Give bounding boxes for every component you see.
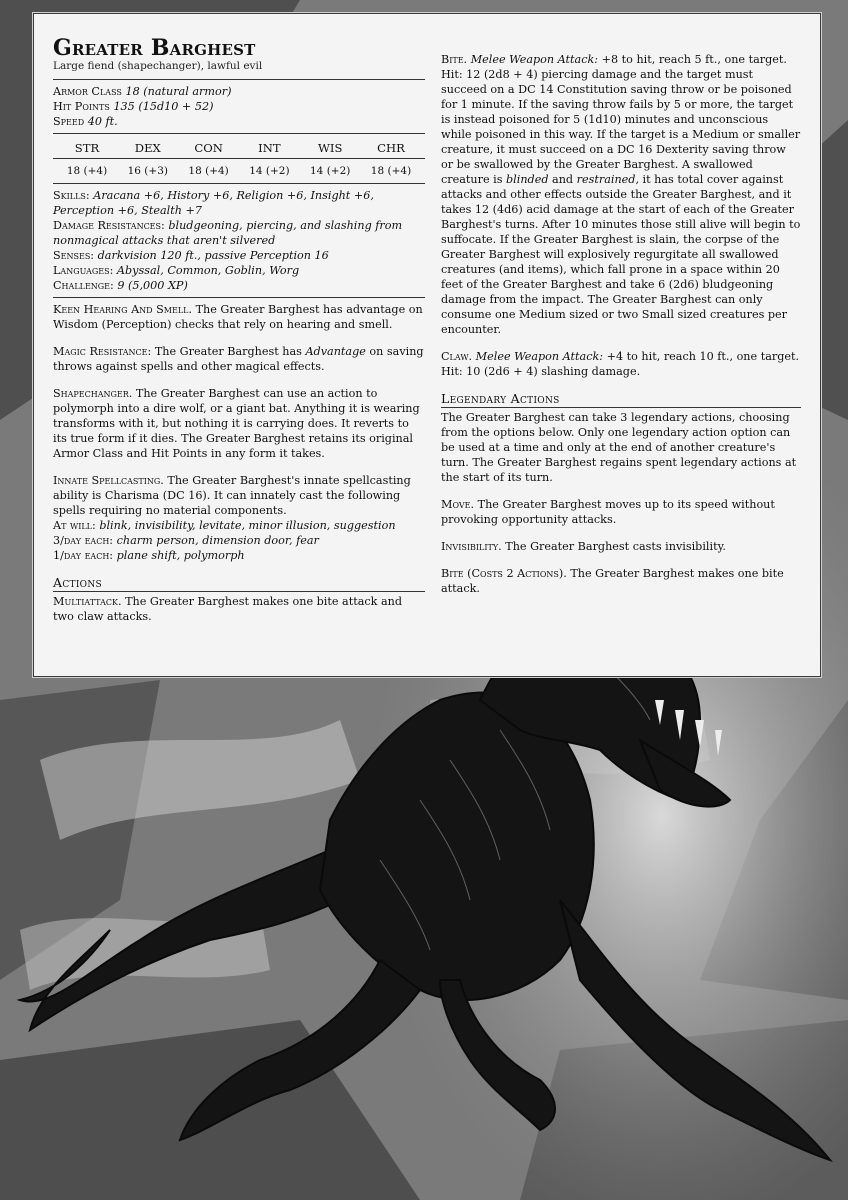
action-text: The Greater Barghest makes one bite attack and two claw attacks.	[53, 595, 403, 623]
stat-block-right-column	[441, 52, 801, 608]
ability-value: 18 (+4)	[66, 165, 108, 177]
ability-value: 16 (+3)	[127, 165, 168, 177]
speed-value: 40 ft.	[87, 115, 118, 128]
trait-text: on saving throws against spells and other magical effects.	[53, 345, 424, 373]
senses	[53, 248, 425, 263]
trait-name: Shapechanger.	[53, 387, 133, 400]
hit-points-label: Hit Points	[53, 100, 110, 113]
condition-blinded: blinded	[506, 173, 549, 186]
skills-value: Aracana +6, History +6, Religion +6, Insight +6, Perception +6, Stealth +7	[53, 189, 374, 217]
monster-meta: Large fiend (shapechanger), lawful evil	[53, 60, 263, 72]
legendary-action-name: Move.	[441, 498, 475, 511]
divider	[53, 158, 425, 159]
spell-3-day	[53, 533, 425, 548]
action-text: +4 to hit, reach 10 ft., one target. Hit: 10 (2d6 + 4) slashing damage.	[441, 350, 800, 378]
legendary-action-text: The Greater Barghest moves up to its speed without provoking opportunity attacks.	[441, 498, 775, 526]
action-name: Multiattack.	[53, 595, 122, 608]
ability-value: 18 (+4)	[188, 165, 229, 177]
action-text: and	[548, 173, 577, 186]
spell-at-will	[53, 518, 425, 533]
trait-emphasis: Advantage	[305, 345, 366, 358]
languages-value: Abyssal, Common, Goblin, Worg	[116, 264, 300, 277]
divider	[53, 591, 425, 592]
action-claw	[441, 349, 801, 379]
damage-resistances-value: bludgeoning, piercing, and slashing from nonmagical attacks that aren't silvered	[53, 219, 403, 247]
armor-class	[53, 84, 425, 99]
legendary-intro: The Greater Barghest can take 3 legendary actions, choosing from the options below. Only one legendary action option can be used at a time and only at the end of another creature's turn. The Greater Barghest regains spent legendary actions at the start of its turn.	[441, 411, 797, 484]
trait-text: The Greater Barghest can use an action to polymorph into a dire wolf, or a giant bat. Anything it is wearing transforms with it, but nothing it is carrying does. It reverts to its true form if it dies. The Greater Barghest retains its original Armor Class and Hit Points in any form it takes.	[53, 387, 420, 460]
trait-name: Innate Spellcasting.	[53, 474, 164, 487]
ability-names	[53, 138, 425, 156]
spell-list: blink, invisibility, levitate, minor illusion, suggestion	[99, 519, 396, 532]
legendary-action-text: The Greater Barghest makes one bite attack.	[441, 567, 784, 595]
challenge-label: Challenge:	[53, 279, 114, 292]
hit-points	[53, 99, 425, 114]
challenge	[53, 278, 425, 293]
trait-text: The Greater Barghest has	[151, 345, 306, 358]
speed	[53, 114, 425, 129]
action-text: +8 to hit, reach 5 ft., one target. Hit: 12 (2d8 + 4) piercing damage and the target must succeed on a DC 14 Constitution saving throw or be poisoned for 1 minute. If the saving throw fails by 5 or more, the target is instead poisoned for 5 (1d10) minutes and unconscious while poisoned in this way. If the target is a Medium or smaller creature, it must succeed on a DC 16 Dexterity saving throw or be swallowed by the Greater Barghest. A swallowed creature is	[441, 53, 801, 186]
divider	[53, 297, 425, 298]
attack-type: Melee Weapon Attack:	[470, 53, 599, 66]
action-name: Bite.	[441, 53, 468, 66]
senses-value: darkvision 120 ft., passive Perception 16	[97, 249, 329, 262]
ability-name: CON	[194, 141, 223, 155]
trait-magic-resistance	[53, 344, 425, 374]
trait-innate-spellcasting	[53, 473, 425, 518]
trait-text: The Greater Barghest has advantage on Wisdom (Perception) checks that rely on hearing and smell.	[53, 303, 423, 331]
ability-value: 14 (+2)	[310, 165, 351, 177]
speed-label: Speed	[53, 115, 85, 128]
ability-name: INT	[258, 141, 281, 155]
divider	[53, 79, 425, 80]
ability-value: 18 (+4)	[370, 165, 412, 177]
languages-label: Languages:	[53, 264, 114, 277]
challenge-value: 9 (5,000 XP)	[117, 279, 188, 292]
stat-block-card	[33, 13, 821, 677]
hit-points-value: 135 (15d10 + 52)	[113, 100, 214, 113]
divider	[53, 183, 425, 184]
spell-label: 3/day each:	[53, 534, 114, 547]
legendary-bite	[441, 566, 801, 596]
trait-keen-hearing	[53, 302, 425, 332]
monster-name: Greater Barghest	[53, 35, 256, 61]
trait-text: The Greater Barghest's innate spellcasting ability is Charisma (DC 16). It can innately cast the following spells requiring no material components.	[53, 474, 411, 517]
damage-resistances-label: Damage Resistances:	[53, 219, 165, 232]
skills-label: Skills:	[53, 189, 90, 202]
ability-values	[53, 161, 425, 179]
legendary-actions-heading: Legendary Actions	[441, 391, 560, 406]
legendary-action-text: The Greater Barghest casts invisibility.	[501, 540, 726, 553]
condition-restrained: restrained	[576, 173, 636, 186]
trait-name: Keen Hearing And Smell.	[53, 303, 193, 316]
divider	[441, 407, 801, 408]
action-text: , it has total cover against attacks and other effects outside the Greater Barghest, and it takes 12 (4d6) acid damage at the start of each of the Greater Barghest's turns. After 10 minutes those still alive will begin to suffocate. If the Greater Barghest is slain, the corpse of the Greater Barghest will explosively regurgitate all swallowed creatures (and items), which fall prone in a space within 20 feet of the Greater Barghest and take 6 (2d6) bludgeoning damage from the impact. The Greater Barghest can only consume one Medium sized or two Small sized creatures per encounter.	[441, 173, 801, 336]
ability-name: STR	[74, 141, 100, 155]
ability-name: WIS	[317, 141, 343, 155]
ability-value: 14 (+2)	[249, 165, 290, 177]
actions-heading: Actions	[53, 575, 102, 590]
trait-shapechanger	[53, 386, 425, 461]
divider	[53, 133, 425, 134]
action-bite	[441, 52, 801, 337]
languages	[53, 263, 425, 278]
armor-class-value: 18 (natural armor)	[125, 85, 232, 98]
legendary-invisibility	[441, 539, 801, 554]
attack-type: Melee Weapon Attack:	[475, 350, 604, 363]
legendary-action-name: Bite (Costs 2 Actions).	[441, 567, 567, 580]
ability-name: CHR	[377, 141, 405, 155]
legendary-action-name: Invisibility.	[441, 540, 502, 553]
spell-label: At will:	[53, 519, 96, 532]
spell-1-day	[53, 548, 425, 563]
trait-name: Magic Resistance:	[53, 345, 152, 358]
spell-list: plane shift, polymorph	[116, 549, 245, 562]
action-name: Claw.	[441, 350, 473, 363]
ability-name: DEX	[134, 141, 161, 155]
spell-list: charm person, dimension door, fear	[116, 534, 319, 547]
spell-label: 1/day each:	[53, 549, 114, 562]
senses-label: Senses:	[53, 249, 95, 262]
stat-block-left-column	[53, 36, 425, 636]
armor-class-label: Armor Class	[53, 85, 122, 98]
damage-resistances	[53, 218, 425, 248]
legendary-move	[441, 497, 801, 527]
skills	[53, 188, 425, 218]
action-multiattack	[53, 594, 425, 624]
